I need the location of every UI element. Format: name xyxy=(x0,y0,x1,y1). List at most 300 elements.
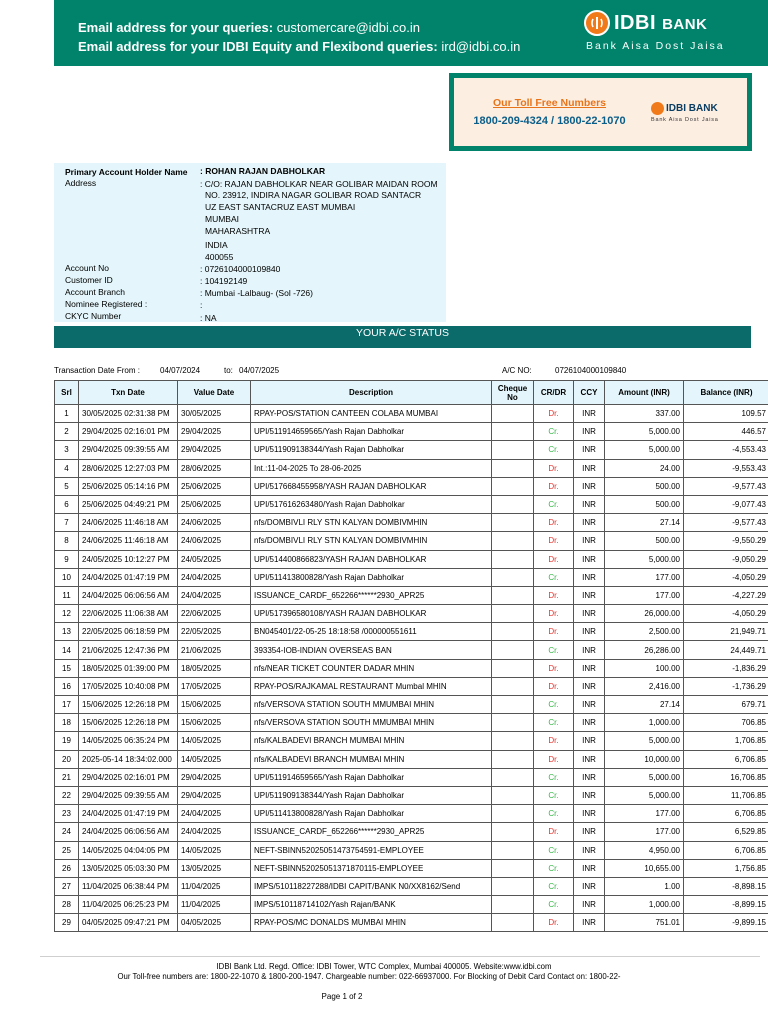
currency-cell: INR xyxy=(574,714,605,732)
amount-cell: 177.00 xyxy=(605,586,684,604)
description-cell: UPI/511909138344/Yash Rajan Dabholkar xyxy=(251,441,492,459)
cr-dr-cell: Dr. xyxy=(534,405,574,423)
currency-cell: INR xyxy=(574,768,605,786)
serial-cell: 21 xyxy=(55,768,79,786)
serial-cell: 29 xyxy=(55,914,79,932)
cr-dr-cell: Cr. xyxy=(534,641,574,659)
balance-cell: -9,899.15 xyxy=(684,914,768,932)
cheque-no-cell xyxy=(492,750,534,768)
column-header: Txn Date xyxy=(79,381,178,405)
txn-date-cell: 18/05/2025 01:39:00 PM xyxy=(79,659,178,677)
equity-email-link[interactable]: ird@idbi.co.in xyxy=(441,39,521,54)
account-details xyxy=(54,163,446,322)
logo-brand-text: IDBI BANK xyxy=(614,11,708,34)
amount-cell: 500.00 xyxy=(605,495,684,513)
currency-cell: INR xyxy=(574,750,605,768)
column-header: Srl xyxy=(55,381,79,405)
table-row xyxy=(55,714,768,732)
table-row xyxy=(55,768,768,786)
balance-cell: -4,050.29 xyxy=(684,605,768,623)
address-line: UZ EAST SANTACRUZ EAST MUMBAI xyxy=(205,202,356,212)
amount-cell: 5,000.00 xyxy=(605,441,684,459)
description-cell: UPI/517668455958/YASH RAJAN DABHOLKAR xyxy=(251,477,492,495)
table-row xyxy=(55,568,768,586)
currency-cell: INR xyxy=(574,896,605,914)
cheque-no-cell xyxy=(492,532,534,550)
toll-free-title: Our Toll Free Numbers xyxy=(493,97,606,109)
amount-cell: 500.00 xyxy=(605,532,684,550)
description-cell: nfs/DOMBIVLI RLY STN KALYAN DOMBIVMHIN xyxy=(251,532,492,550)
amount-cell: 24.00 xyxy=(605,459,684,477)
serial-cell: 27 xyxy=(55,877,79,895)
footer-divider xyxy=(40,956,760,957)
description-cell: 393354-IOB-INDIAN OVERSEAS BAN xyxy=(251,641,492,659)
serial-cell: 5 xyxy=(55,477,79,495)
balance-cell: 6,706.85 xyxy=(684,750,768,768)
serial-cell: 14 xyxy=(55,641,79,659)
cr-dr-cell: Dr. xyxy=(534,677,574,695)
value-date-cell: 13/05/2025 xyxy=(178,859,251,877)
cr-dr-cell: Dr. xyxy=(534,550,574,568)
table-row xyxy=(55,623,768,641)
mini-emblem-icon xyxy=(651,102,664,115)
header-band xyxy=(54,0,768,66)
cr-dr-cell: Cr. xyxy=(534,859,574,877)
customer-id-value: : 104192149 xyxy=(200,276,248,286)
page-number: Page 1 of 2 xyxy=(321,992,363,1001)
value-date-cell: 22/05/2025 xyxy=(178,623,251,641)
balance-cell: 6,706.85 xyxy=(684,805,768,823)
currency-cell: INR xyxy=(574,495,605,513)
column-header: CR/DR xyxy=(534,381,574,405)
description-cell: IMPS/510118227288/IDBI CAPIT/BANK N0/XX8162/Send xyxy=(251,877,492,895)
balance-cell: -9,050.29 xyxy=(684,550,768,568)
table-row xyxy=(55,841,768,859)
txn-date-cell: 11/04/2025 06:38:44 PM xyxy=(79,877,178,895)
description-cell: nfs/NEAR TICKET COUNTER DADAR MHIN xyxy=(251,659,492,677)
description-cell: BN045401/22-05-25 18:18:58 /000000551611 xyxy=(251,623,492,641)
description-cell: UPI/517396580108/YASH RAJAN DABHOLKAR xyxy=(251,605,492,623)
amount-cell: 1.00 xyxy=(605,877,684,895)
ckyc-value: : NA xyxy=(200,313,217,323)
cheque-no-cell xyxy=(492,441,534,459)
description-cell: RPAY-POS/STATION CANTEEN COLABA MUMBAI xyxy=(251,405,492,423)
txn-date-cell: 22/05/2025 06:18:59 PM xyxy=(79,623,178,641)
serial-cell: 7 xyxy=(55,514,79,532)
description-cell: UPI/511909138344/Yash Rajan Dabholkar xyxy=(251,786,492,804)
toll-free-logo: IDBI BANK Bank Aisa Dost Jaisa xyxy=(651,102,719,123)
address-line: MUMBAI xyxy=(205,214,239,224)
value-date-cell: 25/06/2025 xyxy=(178,495,251,513)
value-date-cell: 24/05/2025 xyxy=(178,550,251,568)
table-row xyxy=(55,750,768,768)
toll-free-numbers: 1800-209-4324 / 1800-22-1070 xyxy=(473,115,626,127)
currency-cell: INR xyxy=(574,696,605,714)
amount-cell: 337.00 xyxy=(605,405,684,423)
amount-cell: 2,416.00 xyxy=(605,677,684,695)
value-date-cell: 17/05/2025 xyxy=(178,677,251,695)
value-date-cell: 21/06/2025 xyxy=(178,641,251,659)
cheque-no-cell xyxy=(492,550,534,568)
amount-cell: 751.01 xyxy=(605,914,684,932)
txn-date-cell: 15/06/2025 12:26:18 PM xyxy=(79,696,178,714)
currency-cell: INR xyxy=(574,477,605,495)
serial-cell: 10 xyxy=(55,568,79,586)
amount-cell: 2,500.00 xyxy=(605,623,684,641)
account-no-label: Account No xyxy=(65,263,109,273)
date-to-value: 04/07/2025 xyxy=(239,366,280,375)
txn-date-cell: 21/06/2025 12:47:36 PM xyxy=(79,641,178,659)
balance-cell: -9,553.43 xyxy=(684,459,768,477)
currency-cell: INR xyxy=(574,532,605,550)
table-row xyxy=(55,786,768,804)
cheque-no-cell xyxy=(492,659,534,677)
value-date-cell: 15/06/2025 xyxy=(178,696,251,714)
cr-dr-cell: Cr. xyxy=(534,786,574,804)
description-cell: nfs/DOMBIVLI RLY STN KALYAN DOMBIVMHIN xyxy=(251,514,492,532)
value-date-cell: 24/04/2025 xyxy=(178,805,251,823)
value-date-cell: 24/06/2025 xyxy=(178,514,251,532)
description-cell: UPI/511914659565/Yash Rajan Dabholkar xyxy=(251,768,492,786)
cheque-no-cell xyxy=(492,641,534,659)
cr-dr-cell: Cr. xyxy=(534,696,574,714)
balance-cell: -8,898.15 xyxy=(684,877,768,895)
table-row xyxy=(55,459,768,477)
cr-dr-cell: Dr. xyxy=(534,623,574,641)
txn-date-cell: 11/04/2025 06:25:23 PM xyxy=(79,896,178,914)
table-row xyxy=(55,605,768,623)
currency-cell: INR xyxy=(574,805,605,823)
value-date-cell: 22/06/2025 xyxy=(178,605,251,623)
cheque-no-cell xyxy=(492,477,534,495)
table-row xyxy=(55,732,768,750)
cr-dr-cell: Cr. xyxy=(534,896,574,914)
balance-cell: -9,077.43 xyxy=(684,495,768,513)
cr-dr-cell: Cr. xyxy=(534,768,574,786)
balance-cell: 706.85 xyxy=(684,714,768,732)
currency-cell: INR xyxy=(574,623,605,641)
queries-email-link[interactable]: customercare@idbi.co.in xyxy=(276,20,420,35)
txn-date-cell: 22/06/2025 11:06:38 AM xyxy=(79,605,178,623)
cheque-no-cell xyxy=(492,786,534,804)
value-date-cell: 25/06/2025 xyxy=(178,477,251,495)
cheque-no-cell xyxy=(492,768,534,786)
amount-cell: 177.00 xyxy=(605,568,684,586)
footer-office-address: IDBI Bank Ltd. Regd. Office: IDBI Tower, WTC Complex, Mumbai 400005. Website:www.idbi.com xyxy=(216,962,552,971)
amount-cell: 5,000.00 xyxy=(605,550,684,568)
serial-cell: 18 xyxy=(55,714,79,732)
balance-cell: -9,550.29 xyxy=(684,532,768,550)
table-row xyxy=(55,532,768,550)
table-row xyxy=(55,823,768,841)
value-date-cell: 24/06/2025 xyxy=(178,532,251,550)
address-line: : C/O: RAJAN DABHOLKAR NEAR GOLIBAR MAIDAN ROOM xyxy=(200,179,438,189)
balance-cell: -4,050.29 xyxy=(684,568,768,586)
nominee-label: Nominee Registered : xyxy=(65,299,148,309)
txn-date-cell: 28/06/2025 12:27:03 PM xyxy=(79,459,178,477)
amount-cell: 10,655.00 xyxy=(605,859,684,877)
currency-cell: INR xyxy=(574,550,605,568)
amount-cell: 26,286.00 xyxy=(605,641,684,659)
cheque-no-cell xyxy=(492,696,534,714)
cheque-no-cell xyxy=(492,914,534,932)
currency-cell: INR xyxy=(574,732,605,750)
cr-dr-cell: Cr. xyxy=(534,714,574,732)
txn-date-cell: 24/05/2025 10:12:27 PM xyxy=(79,550,178,568)
table-row xyxy=(55,550,768,568)
cheque-no-cell xyxy=(492,823,534,841)
cheque-no-cell xyxy=(492,605,534,623)
value-date-cell: 29/04/2025 xyxy=(178,768,251,786)
value-date-cell: 18/05/2025 xyxy=(178,659,251,677)
cheque-no-cell xyxy=(492,841,534,859)
table-row xyxy=(55,914,768,932)
ckyc-label: CKYC Number xyxy=(65,311,122,321)
value-date-cell: 28/06/2025 xyxy=(178,459,251,477)
address-label: Address xyxy=(65,178,97,188)
footer-toll-free: Our Toll-free numbers are: 1800-22-1070 & 1800-200-1947. Chargeable number: 022-66937000. For Blocking of Debit Card Contact on: 1800-22- xyxy=(117,972,621,981)
value-date-cell: 29/04/2025 xyxy=(178,423,251,441)
cheque-no-cell xyxy=(492,423,534,441)
description-cell: NEFT-SBINN52025051371870115-EMPLOYEE xyxy=(251,859,492,877)
value-date-cell: 15/06/2025 xyxy=(178,714,251,732)
cr-dr-cell: Dr. xyxy=(534,750,574,768)
amount-cell: 177.00 xyxy=(605,805,684,823)
account-status-title: YOUR A/C STATUS xyxy=(54,326,751,348)
amount-cell: 5,000.00 xyxy=(605,732,684,750)
amount-cell: 1,000.00 xyxy=(605,896,684,914)
txn-date-cell: 14/05/2025 04:04:05 PM xyxy=(79,841,178,859)
table-row xyxy=(55,896,768,914)
currency-cell: INR xyxy=(574,641,605,659)
txn-date-cell: 24/06/2025 11:46:18 AM xyxy=(79,532,178,550)
branch-value: : Mumbai -Lalbaug- (Sol -726) xyxy=(200,288,313,298)
cr-dr-cell: Dr. xyxy=(534,514,574,532)
balance-cell: 6,529.85 xyxy=(684,823,768,841)
cr-dr-cell: Cr. xyxy=(534,877,574,895)
description-cell: Int.:11-04-2025 To 28-06-2025 xyxy=(251,459,492,477)
logo-tagline: Bank Aisa Dost Jaisa xyxy=(586,40,725,52)
transactions-table xyxy=(54,380,768,932)
branch-label: Account Branch xyxy=(65,287,126,297)
txn-date-cell: 29/04/2025 09:39:55 AM xyxy=(79,786,178,804)
serial-cell: 25 xyxy=(55,841,79,859)
column-header: Cheque No xyxy=(492,381,534,405)
txn-date-cell: 29/04/2025 09:39:55 AM xyxy=(79,441,178,459)
txn-date-cell: 24/04/2025 01:47:19 PM xyxy=(79,568,178,586)
amount-cell: 26,000.00 xyxy=(605,605,684,623)
balance-cell: 1,706.85 xyxy=(684,732,768,750)
txn-date-cell: 25/06/2025 05:14:16 PM xyxy=(79,477,178,495)
cr-dr-cell: Cr. xyxy=(534,441,574,459)
equity-email-line xyxy=(78,39,520,54)
txn-date-cell: 13/05/2025 05:03:30 PM xyxy=(79,859,178,877)
cr-dr-cell: Cr. xyxy=(534,568,574,586)
table-row xyxy=(55,477,768,495)
cr-dr-cell: Dr. xyxy=(534,532,574,550)
description-cell: NEFT-SBINN52025051473754591-EMPLOYEE xyxy=(251,841,492,859)
txn-date-cell: 30/05/2025 02:31:38 PM xyxy=(79,405,178,423)
value-date-cell: 14/05/2025 xyxy=(178,750,251,768)
balance-cell: 109.57 xyxy=(684,405,768,423)
serial-cell: 20 xyxy=(55,750,79,768)
balance-cell: 446.57 xyxy=(684,423,768,441)
txn-date-cell: 04/05/2025 09:47:21 PM xyxy=(79,914,178,932)
description-cell: UPI/511413800828/Yash Rajan Dabholkar xyxy=(251,568,492,586)
value-date-cell: 14/05/2025 xyxy=(178,732,251,750)
amount-cell: 5,000.00 xyxy=(605,768,684,786)
table-row xyxy=(55,405,768,423)
amount-cell: 5,000.00 xyxy=(605,786,684,804)
acno-label: A/C NO: xyxy=(502,366,532,375)
balance-cell: -9,577.43 xyxy=(684,477,768,495)
description-cell: UPI/517616263480/Yash Rajan Dabholkar xyxy=(251,495,492,513)
currency-cell: INR xyxy=(574,841,605,859)
table-row xyxy=(55,423,768,441)
idbi-bank-logo xyxy=(584,10,764,52)
date-from-label: Transaction Date From : xyxy=(54,366,140,375)
txn-date-cell: 29/04/2025 02:16:01 PM xyxy=(79,768,178,786)
serial-cell: 1 xyxy=(55,405,79,423)
address-line: NO. 23912, INDIRA NAGAR GOLIBAR ROAD SANTACR xyxy=(205,190,422,200)
date-from-value: 04/07/2024 xyxy=(160,366,201,375)
cr-dr-cell: Dr. xyxy=(534,477,574,495)
serial-cell: 9 xyxy=(55,550,79,568)
description-cell: RPAY-POS/MC DONALDS MUMBAI MHIN xyxy=(251,914,492,932)
cheque-no-cell xyxy=(492,677,534,695)
cr-dr-cell: Cr. xyxy=(534,423,574,441)
amount-cell: 4,950.00 xyxy=(605,841,684,859)
balance-cell: -1,836.29 xyxy=(684,659,768,677)
date-to-label: to: xyxy=(224,366,233,375)
queries-email-line xyxy=(78,20,420,35)
txn-date-cell: 17/05/2025 10:40:08 PM xyxy=(79,677,178,695)
description-cell: nfs/KALBADEVI BRANCH MUMBAI MHIN xyxy=(251,732,492,750)
value-date-cell: 24/04/2025 xyxy=(178,823,251,841)
value-date-cell: 11/04/2025 xyxy=(178,896,251,914)
serial-cell: 28 xyxy=(55,896,79,914)
txn-date-cell: 15/06/2025 12:26:18 PM xyxy=(79,714,178,732)
balance-cell: -9,577.43 xyxy=(684,514,768,532)
description-cell: IMPS/510118714102/Yash Rajan/BANK xyxy=(251,896,492,914)
cr-dr-cell: Cr. xyxy=(534,841,574,859)
amount-cell: 10,000.00 xyxy=(605,750,684,768)
amount-cell: 177.00 xyxy=(605,823,684,841)
cheque-no-cell xyxy=(492,459,534,477)
txn-date-cell: 2025-05-14 18:34:02.000 xyxy=(79,750,178,768)
description-cell: nfs/VERSOVA STATION SOUTH MMUMBAI MHIN xyxy=(251,696,492,714)
cheque-no-cell xyxy=(492,568,534,586)
toll-free-box xyxy=(449,73,752,151)
balance-cell: -1,736.29 xyxy=(684,677,768,695)
currency-cell: INR xyxy=(574,459,605,477)
column-header: CCY xyxy=(574,381,605,405)
description-cell: nfs/VERSOVA STATION SOUTH MMUMBAI MHIN xyxy=(251,714,492,732)
serial-cell: 4 xyxy=(55,459,79,477)
table-row xyxy=(55,641,768,659)
serial-cell: 15 xyxy=(55,659,79,677)
queries-email-label: Email address for your queries: xyxy=(78,20,274,35)
balance-cell: -8,899.15 xyxy=(684,896,768,914)
balance-cell: 679.71 xyxy=(684,696,768,714)
serial-cell: 17 xyxy=(55,696,79,714)
serial-cell: 11 xyxy=(55,586,79,604)
customer-id-label: Customer ID xyxy=(65,275,113,285)
serial-cell: 26 xyxy=(55,859,79,877)
account-no-value: : 0726104000109840 xyxy=(200,264,281,274)
amount-cell: 100.00 xyxy=(605,659,684,677)
amount-cell: 500.00 xyxy=(605,477,684,495)
table-row xyxy=(55,659,768,677)
amount-cell: 5,000.00 xyxy=(605,423,684,441)
currency-cell: INR xyxy=(574,786,605,804)
balance-cell: 1,756.85 xyxy=(684,859,768,877)
serial-cell: 23 xyxy=(55,805,79,823)
serial-cell: 19 xyxy=(55,732,79,750)
value-date-cell: 24/04/2025 xyxy=(178,568,251,586)
cheque-no-cell xyxy=(492,732,534,750)
cr-dr-cell: Dr. xyxy=(534,823,574,841)
table-row xyxy=(55,495,768,513)
balance-cell: 16,706.85 xyxy=(684,768,768,786)
description-cell: ISSUANCE_CARDF_652266******2930_APR25 xyxy=(251,823,492,841)
txn-date-cell: 25/06/2025 04:49:21 PM xyxy=(79,495,178,513)
table-header-row xyxy=(55,381,768,405)
currency-cell: INR xyxy=(574,441,605,459)
balance-cell: 11,706.85 xyxy=(684,786,768,804)
serial-cell: 24 xyxy=(55,823,79,841)
table-row xyxy=(55,805,768,823)
txn-date-cell: 14/05/2025 06:35:24 PM xyxy=(79,732,178,750)
currency-cell: INR xyxy=(574,877,605,895)
equity-email-label: Email address for your IDBI Equity and Flexibond queries: xyxy=(78,39,438,54)
cheque-no-cell xyxy=(492,877,534,895)
amount-cell: 1,000.00 xyxy=(605,714,684,732)
value-date-cell: 30/05/2025 xyxy=(178,405,251,423)
value-date-cell: 04/05/2025 xyxy=(178,914,251,932)
value-date-cell: 11/04/2025 xyxy=(178,877,251,895)
serial-cell: 22 xyxy=(55,786,79,804)
balance-cell: -4,553.43 xyxy=(684,441,768,459)
serial-cell: 8 xyxy=(55,532,79,550)
cheque-no-cell xyxy=(492,714,534,732)
balance-cell: 6,706.85 xyxy=(684,841,768,859)
table-row xyxy=(55,514,768,532)
column-header: Description xyxy=(251,381,492,405)
cr-dr-cell: Dr. xyxy=(534,659,574,677)
currency-cell: INR xyxy=(574,405,605,423)
cr-dr-cell: Dr. xyxy=(534,459,574,477)
txn-date-cell: 24/04/2025 06:06:56 AM xyxy=(79,586,178,604)
balance-cell: 24,449.71 xyxy=(684,641,768,659)
address-line: 400055 xyxy=(205,252,234,262)
serial-cell: 12 xyxy=(55,605,79,623)
holder-label: Primary Account Holder Name xyxy=(65,167,188,177)
idbi-emblem-icon xyxy=(584,10,610,36)
value-date-cell: 14/05/2025 xyxy=(178,841,251,859)
cheque-no-cell xyxy=(492,859,534,877)
cr-dr-cell: Dr. xyxy=(534,914,574,932)
cheque-no-cell xyxy=(492,623,534,641)
description-cell: UPI/514400866823/YASH RAJAN DABHOLKAR xyxy=(251,550,492,568)
balance-cell: -4,227.29 xyxy=(684,586,768,604)
serial-cell: 16 xyxy=(55,677,79,695)
column-header: Balance (INR) xyxy=(684,381,768,405)
table-row xyxy=(55,696,768,714)
serial-cell: 2 xyxy=(55,423,79,441)
currency-cell: INR xyxy=(574,914,605,932)
table-row xyxy=(55,877,768,895)
